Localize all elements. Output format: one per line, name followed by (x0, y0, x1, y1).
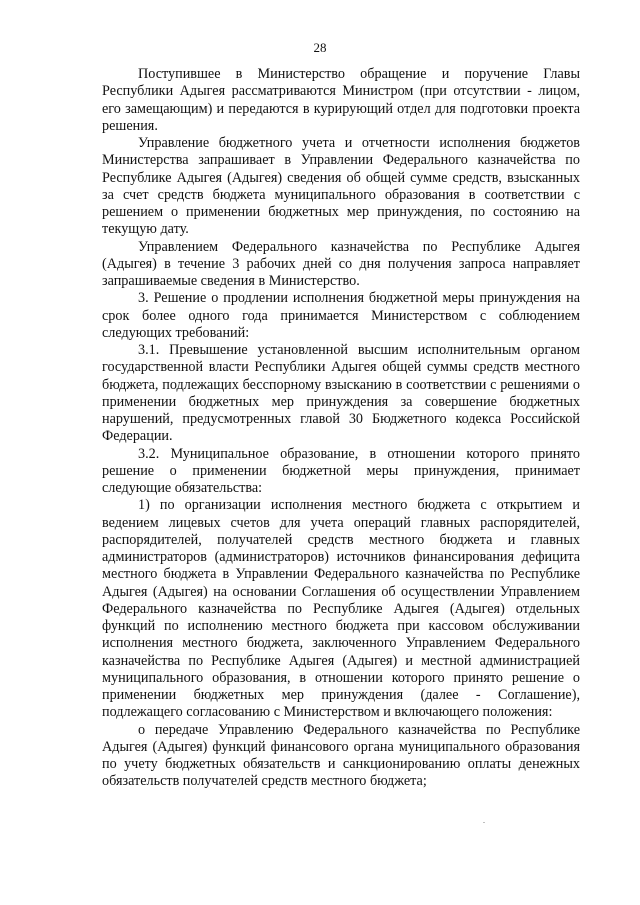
page-number: 28 (313, 40, 327, 55)
scan-speck (483, 822, 485, 823)
paragraph-appeal-review: Поступившее в Министерство обращение и поручение Главы Республики Адыгея рассматриваются Министром (при отсутствии - лицом, его замещающим) и передаются в курирующий отдел для подготовки проекта решения. (102, 66, 580, 134)
paragraph-extension-decision: 3. Решение о продлении исполнения бюджетной меры принуждения на срок более одного года принимается Министерством с соблюдением следующих требований: (102, 290, 580, 341)
paragraph-transfer-functions: о передаче Управлению Федерального казначейства по Республике Адыгея (Адыгея) функций финансового органа муниципального образования по учету бюджетных обязательств и санкционированию оплаты денежных обязательств получателей средств местного бюджета; (102, 721, 580, 790)
paragraph-requirement-3-1: 3.1. Превышение установленной высшим исполнительным органом государственной власти Республики Адыгея общей суммы средств местного бюджета, подлежащих бесспорному взысканию в соответствии с решениями о применении бюджетных мер принуждения за совершение бюджетных нарушений, предусмотренных главой 30 Бюджетного кодекса Российской Федерации. (102, 342, 580, 445)
paragraph-budget-accounting-request: Управление бюджетного учета и отчетности исполнения бюджетов Министерства запрашивает в Управлении Федерального казначейства по Республике Адыгея (Адыгея) сведения об общей сумме средств, взысканных за счет средств бюджета муниципального образования в соответствии с решением о применении бюджетных мер принуждения, по состоянию на текущую дату. (102, 135, 580, 238)
paragraph-obligation-1: 1) по организации исполнения местного бюджета с открытием и ведением лицевых счетов для учета операций главных распорядителей, распорядителей, получателей средств местного бюджета и главных администраторов (администраторов) источников финансирования дефицита местного бюджета в Управлении Федерального казначейства по Республике Адыгея (Адыгея) на основании Соглашения об осуществлении Управлением Федерального казначейства по Республике Адыгея (Адыгея) отдельных функций по исполнению местного бюджета при кассовом обслуживании исполнения местного бюджета, заключенного Управлением Федерального казначейства по Республике Адыгея (Адыгея) и местной администрацией муниципального образования, в отношении которого принято решение о применении бюджетных мер принуждения (далее - Соглашение), подлежащего согласованию с Министерством и включающего положения: (102, 497, 580, 721)
document-body (102, 66, 580, 791)
paragraph-requirement-3-2: 3.2. Муниципальное образование, в отношении которого принято решение о применении бюджетной меры принуждения, принимает следующие обязательства: (102, 445, 580, 496)
paragraph-treasury-response: Управлением Федерального казначейства по Республике Адыгея (Адыгея) в течение 3 рабочих дней со дня получения запроса направляет запрашиваемые сведения в Министерство. (102, 238, 580, 289)
